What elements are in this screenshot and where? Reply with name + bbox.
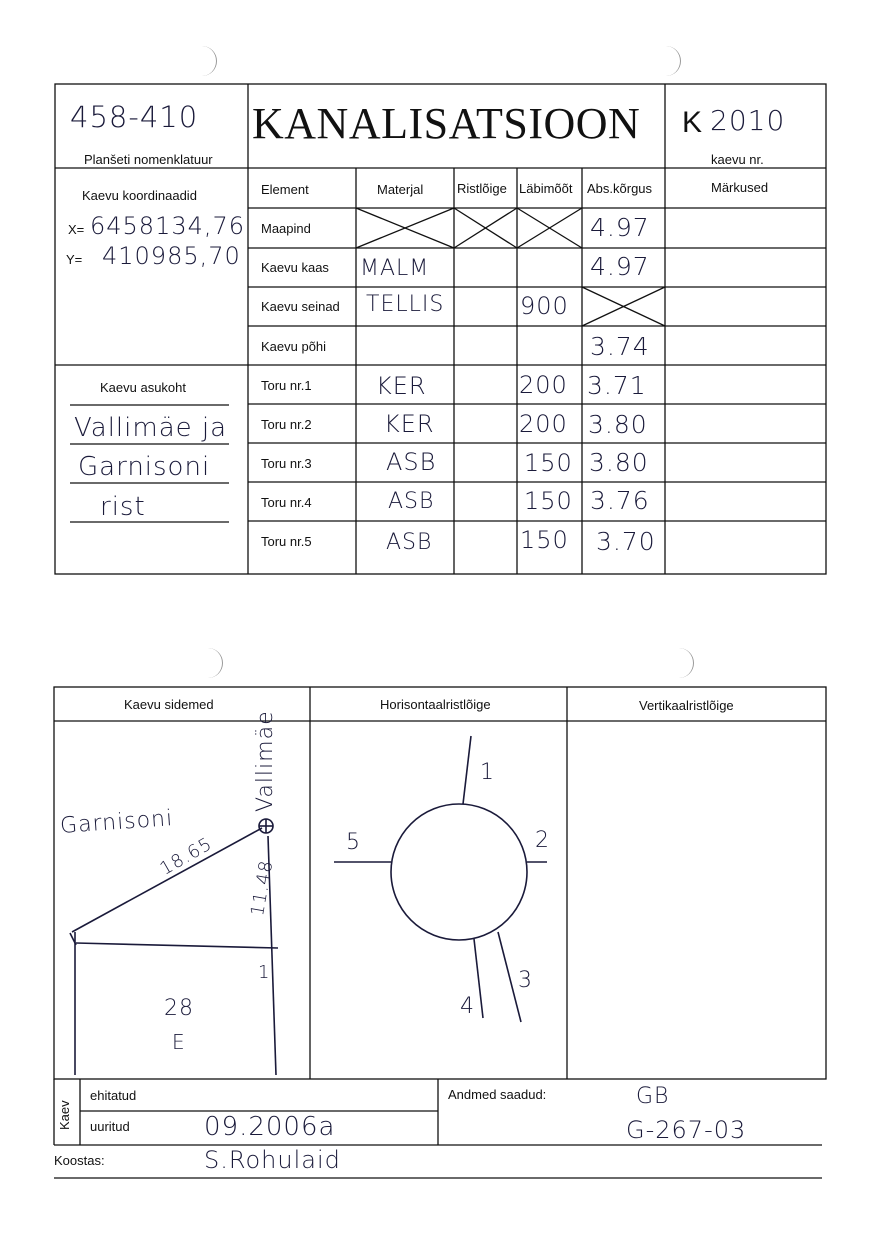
pipe-label-2: 2 — [535, 828, 550, 853]
pipe-label-4: 4 — [460, 994, 475, 1019]
row-diameter: 200 — [519, 371, 568, 399]
surveyed-value: 09.2006a — [204, 1112, 336, 1142]
data-from-label: Andmed saadud: — [448, 1087, 547, 1102]
compiled-label: Koostas: — [54, 1153, 105, 1168]
row-material: ASB — [386, 530, 433, 555]
data-from-value-1: GB — [636, 1084, 670, 1109]
row-material: KER — [376, 372, 427, 400]
row-diameter: 900 — [520, 292, 569, 320]
well-no-label: kaevu nr. — [711, 152, 764, 167]
row-element: Toru nr.2 — [261, 417, 312, 432]
row-material: ASB — [388, 489, 435, 514]
row-abs-height: 4.97 — [590, 213, 650, 242]
row-abs-height: 3.70 — [596, 527, 656, 556]
row-diameter: 150 — [524, 449, 573, 477]
row-material: MALM — [360, 256, 430, 281]
col-header-material: Materjal — [377, 182, 424, 197]
row-element: Kaevu põhi — [261, 339, 327, 354]
col-header-cross-section: Ristlõige — [457, 181, 507, 196]
sketch-dist-b: 11.48 — [247, 858, 278, 918]
row-material: ASB — [386, 448, 437, 476]
col-header-diameter: Läbimõõt — [519, 181, 573, 196]
col-header-vertical: Vertikaalristlõige — [639, 698, 734, 713]
location-line-1: Vallimäe ja — [74, 413, 228, 443]
row-diameter: 150 — [524, 487, 573, 515]
nomenclature-label: Planšeti nomenklatuur — [84, 152, 213, 167]
sketch-mark: 1 — [258, 962, 271, 983]
location-line-2: Garnisoni — [78, 452, 211, 482]
col-header-notes: Märkused — [711, 180, 769, 195]
row-abs-height: 4.97 — [590, 252, 650, 281]
coord-x-value: 6458134,76 — [90, 212, 246, 240]
col-header-ties: Kaevu sidemed — [124, 697, 214, 712]
row-abs-height: 3.74 — [590, 332, 650, 361]
row-abs-height: 3.76 — [590, 486, 650, 515]
row-element: Toru nr.3 — [261, 456, 312, 471]
pipe-label-5: 5 — [346, 830, 361, 855]
row-material: TELLIS — [366, 292, 445, 317]
coord-label: Kaevu koordinaadid — [82, 188, 197, 203]
col-header-horizontal: Horisontaalristlõige — [380, 697, 491, 712]
coord-x-label: X= — [68, 222, 85, 237]
surveyed-label: uuritud — [90, 1119, 130, 1134]
col-header-element: Element — [261, 182, 309, 197]
side-label-kaev: Kaev — [57, 1100, 72, 1130]
row-element: Kaevu kaas — [261, 260, 329, 275]
sketch-house-no: 28 — [164, 996, 194, 1021]
well-no-value: 2010 — [710, 104, 786, 137]
built-label: ehitatud — [90, 1088, 137, 1103]
row-material: KER — [384, 410, 435, 438]
row-element: Toru nr.4 — [261, 495, 312, 510]
row-abs-height: 3.71 — [587, 371, 647, 400]
row-element: Toru nr.5 — [261, 534, 312, 549]
row-diameter: 150 — [520, 526, 569, 554]
sketch-house-letter: E — [172, 1030, 186, 1054]
compiled-value: S.Rohulaid — [204, 1146, 341, 1174]
data-from-value-2: G-267-03 — [626, 1116, 747, 1144]
location-label: Kaevu asukoht — [100, 380, 187, 395]
sketch-street-a: Garnisoni — [59, 806, 174, 839]
row-abs-height: 3.80 — [589, 448, 649, 477]
location-line-3: rist — [100, 492, 146, 522]
sketch-dist-a: 18.65 — [156, 833, 216, 880]
col-header-abs-height: Abs.kõrgus — [587, 181, 653, 196]
coord-y-value: 410985,70 — [102, 242, 241, 270]
row-abs-height: 3.80 — [588, 410, 648, 439]
nomenclature-value: 458-410 — [70, 100, 199, 134]
form-title: KANALISATSIOON — [252, 99, 641, 148]
row-diameter: 200 — [519, 410, 568, 438]
pipe-label-1: 1 — [480, 760, 495, 785]
row-element: Toru nr.1 — [261, 378, 312, 393]
coord-y-label: Y= — [66, 252, 83, 267]
well-no-prefix: K — [682, 106, 703, 139]
row-element: Maapind — [261, 221, 311, 236]
pipe-label-3: 3 — [518, 968, 533, 993]
row-element: Kaevu seinad — [261, 299, 340, 314]
sketch-street-b: Vallimäe — [253, 710, 278, 812]
